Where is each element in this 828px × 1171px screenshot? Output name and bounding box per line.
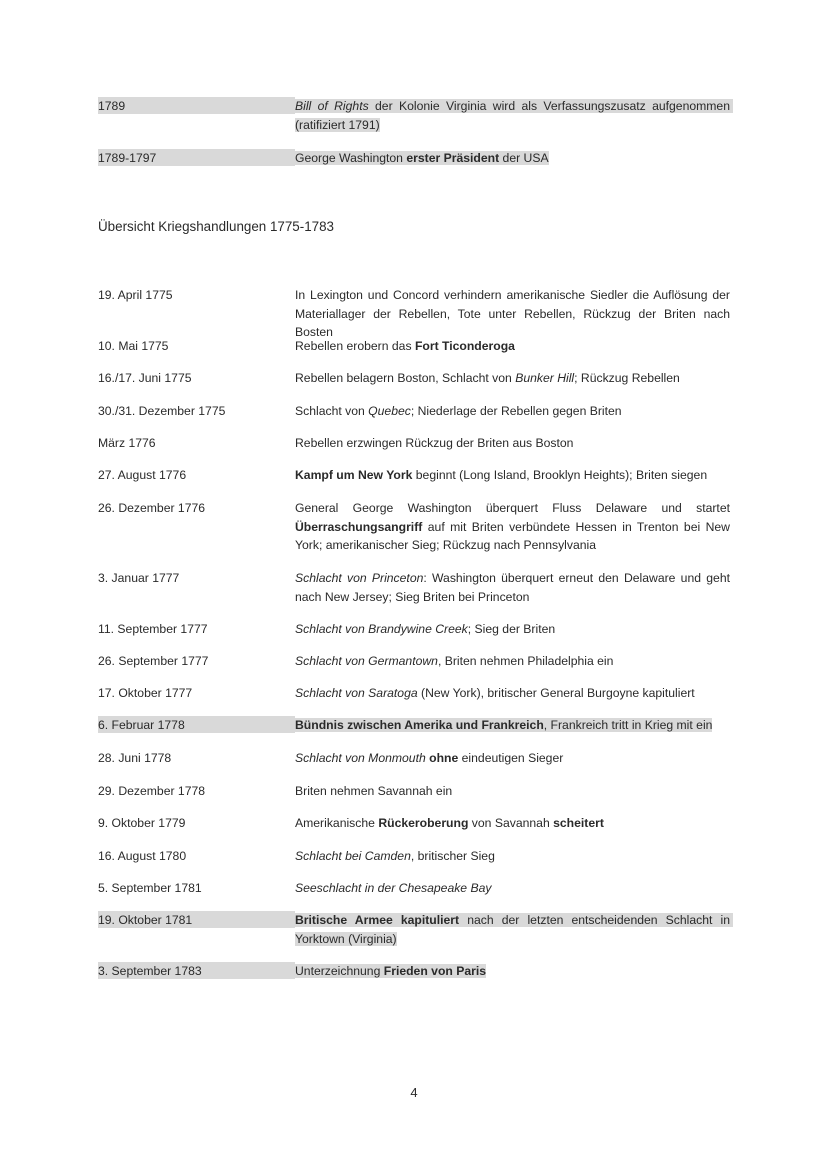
row-date: 5. September 1781	[98, 881, 202, 895]
description-segment: auf mit Briten verbündete Hessen in Trenton bei New York; amerikanischer Sieg; Rückzug nach Pennsylvania	[295, 519, 734, 552]
description-segment: Schlacht von Saratoga	[295, 686, 418, 700]
description-segment: Schlacht von Germantown	[295, 654, 438, 668]
description-segment: Bunker Hill	[515, 371, 575, 385]
row-date: 1789-1797	[98, 151, 157, 165]
row-description	[295, 569, 734, 606]
description-segment: Frieden von Paris	[383, 964, 487, 978]
row-description	[295, 499, 734, 555]
row-description	[295, 620, 730, 639]
row-description	[295, 286, 734, 342]
row-description	[295, 962, 730, 981]
description-segment: Schlacht von Princeton	[295, 571, 424, 585]
description-segment: erster Präsident	[406, 151, 500, 165]
description-segment: In Lexington und Concord verhindern amerikanische Siedler die Auflösung der Materiallager der Rebellen, Tote unter Rebellen, Rückzug der Briten nach Bosten	[295, 288, 734, 339]
description-segment: Bündnis zwischen Amerika und Frankreich	[295, 718, 544, 732]
description-segment: Überraschungsangriff	[295, 519, 423, 534]
row-description	[295, 716, 730, 735]
row-date: 30./31. Dezember 1775	[98, 404, 226, 418]
description-segment: beginnt (Long Island, Brooklyn Heights); Briten siegen	[412, 468, 708, 482]
row-description	[295, 749, 730, 768]
description-segment: Schlacht von Brandywine Creek	[295, 622, 468, 636]
description-segment: Briten nehmen Savannah ein	[295, 784, 453, 798]
description-segment: von Savannah	[468, 816, 554, 830]
description-segment: ohne	[429, 751, 459, 765]
description-segment: Fort Ticonderoga	[414, 339, 515, 353]
row-description	[295, 814, 730, 833]
row-description	[295, 879, 730, 898]
description-segment: : Washington überquert erneut den Delaware und geht nach New Jersey; Sieg Briten bei Princeton	[295, 571, 734, 604]
description-segment: Schlacht von Monmouth	[295, 751, 426, 765]
row-date: 3. Januar 1777	[98, 571, 180, 585]
description-segment: Schlacht bei Camden	[295, 849, 411, 863]
row-description	[295, 402, 730, 421]
row-description	[295, 466, 730, 485]
description-segment: , Frankreich tritt in Krieg mit ein	[543, 718, 713, 732]
description-segment: , Briten nehmen Philadelphia ein	[437, 654, 614, 668]
description-segment: Schlacht von	[295, 404, 369, 418]
row-date: 29. Dezember 1778	[98, 784, 206, 798]
row-date: 27. August 1776	[98, 468, 187, 482]
description-segment: Kampf um New York	[295, 468, 413, 482]
row-description	[295, 782, 730, 801]
description-segment: Seeschlacht in der Chesapeake Bay	[295, 881, 492, 895]
row-description	[295, 369, 730, 388]
description-segment: der Kolonie Virginia wird als Verfassungszusatz aufgenommen (ratifiziert 1791)	[295, 99, 734, 132]
description-segment: Quebec	[368, 404, 411, 418]
section-title: Übersicht Kriegshandlungen 1775-1783	[98, 219, 334, 234]
row-date: 3. September 1783	[98, 964, 202, 978]
row-date: 26. September 1777	[98, 654, 209, 668]
highlight-bar	[98, 97, 295, 114]
row-date: 16. August 1780	[98, 849, 187, 863]
description-segment: Rebellen erobern das	[295, 339, 415, 353]
row-date: 10. Mai 1775	[98, 339, 169, 353]
row-description	[295, 684, 730, 703]
row-date: 26. Dezember 1776	[98, 501, 206, 515]
row-date: März 1776	[98, 436, 156, 450]
row-description	[295, 434, 730, 453]
description-segment: Rückeroberung	[378, 816, 469, 830]
row-date: 6. Februar 1778	[98, 718, 185, 732]
description-segment: George Washington	[295, 151, 407, 165]
description-segment: eindeutigen Sieger	[458, 751, 564, 765]
row-date: 19. Oktober 1781	[98, 913, 193, 927]
description-segment: Amerikanische	[295, 816, 379, 830]
description-segment: ; Rückzug Rebellen	[574, 371, 680, 385]
row-date: 9. Oktober 1779	[98, 816, 186, 830]
row-description	[295, 911, 734, 948]
description-segment: ; Sieg der Briten	[467, 622, 556, 636]
row-date: 16./17. Juni 1775	[98, 371, 192, 385]
row-description	[295, 652, 730, 671]
row-description	[295, 337, 730, 356]
description-segment: ; Niederlage der Rebellen gegen Briten	[410, 404, 622, 418]
row-date: 11. September 1777	[98, 622, 208, 636]
row-date: 17. Oktober 1777	[98, 686, 193, 700]
description-segment: Rebellen erzwingen Rückzug der Briten aus Boston	[295, 436, 574, 450]
row-date: 19. April 1775	[98, 288, 173, 302]
page-number: 4	[410, 1085, 418, 1100]
row-date: 1789	[98, 99, 126, 113]
row-description	[295, 847, 730, 866]
description-segment: nach der letzten entscheidenden Schlacht in Yorktown (Virginia)	[295, 913, 734, 946]
description-segment: General George Washington überquert Fluss Delaware und startet	[295, 501, 734, 515]
description-segment: Bill of Rights	[295, 99, 369, 113]
row-description	[295, 149, 730, 168]
row-date: 28. Juni 1778	[98, 751, 172, 765]
description-segment: Unterzeichnung	[295, 964, 384, 978]
description-segment: Britische Armee kapituliert	[295, 913, 460, 927]
description-segment: , britischer Sieg	[410, 849, 495, 863]
description-segment: der USA	[499, 151, 549, 165]
description-segment: (New York), britischer General Burgoyne kapituliert	[417, 686, 695, 700]
row-description	[295, 97, 734, 134]
description-segment: scheitert	[553, 816, 604, 830]
description-segment: Rebellen belagern Boston, Schlacht von	[295, 371, 516, 385]
